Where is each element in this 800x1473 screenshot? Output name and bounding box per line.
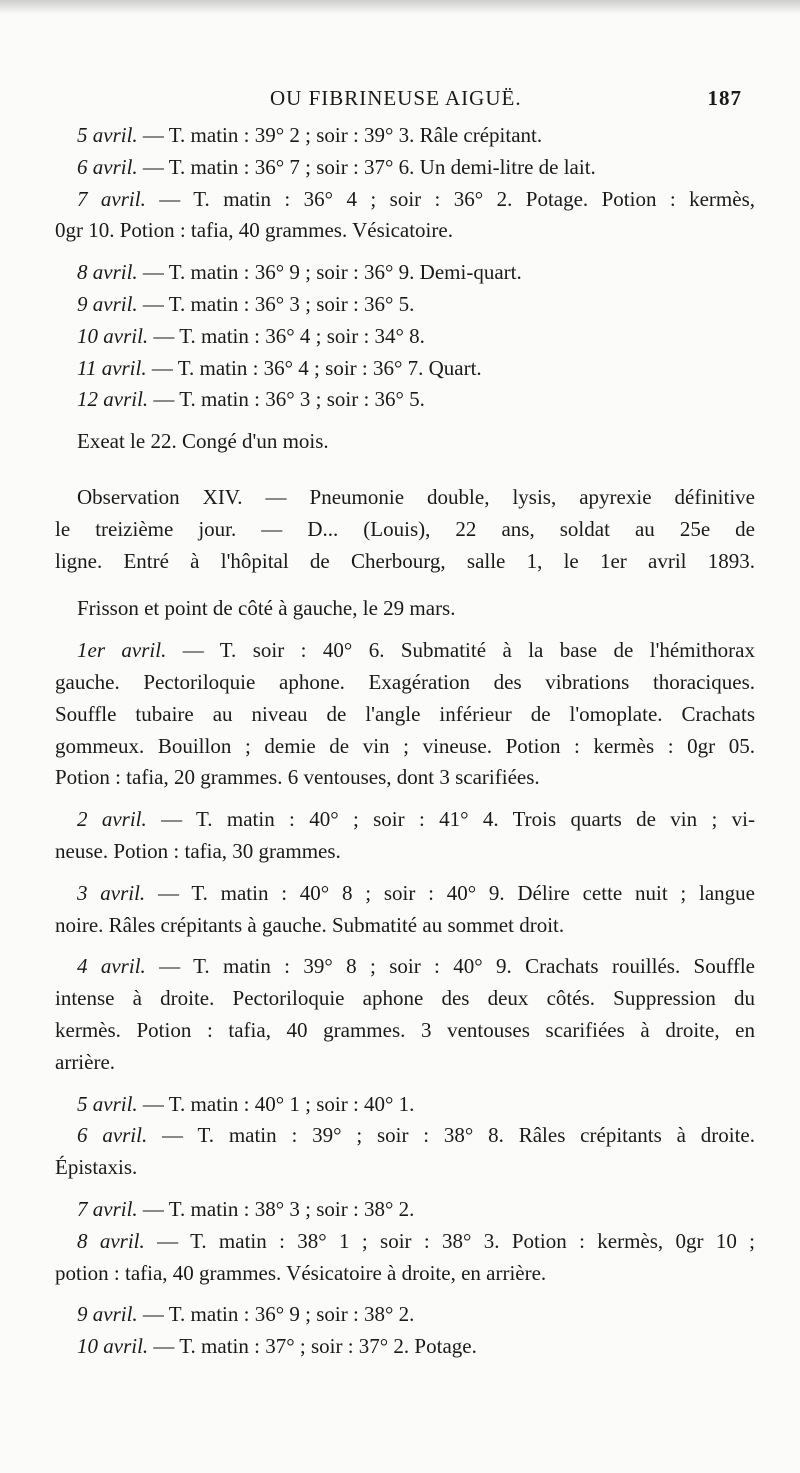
text-line [55, 878, 755, 910]
entry-date: 9 avril. [77, 1302, 138, 1327]
text-line [55, 667, 755, 699]
line-text: potion : tafia, 40 grammes. Vésicatoire à droite, en arrière. [55, 1260, 547, 1285]
line-text: Potion : tafia, 20 grammes. 6 ventouses, dont 3 scarifiées. [55, 765, 540, 790]
entry-date: 5 avril. [77, 123, 138, 147]
text-line [55, 593, 755, 625]
line-text: kermès. Potion : tafia, 40 grammes. 3 ventouses scarifiées à droite, en [55, 1017, 755, 1042]
text-line [55, 699, 755, 731]
line-text: 0gr 10. Potion : tafia, 40 grammes. Vésicatoire. [55, 218, 453, 243]
text-line [55, 1331, 755, 1363]
entry-date: 11 avril. [77, 355, 147, 380]
entry-date: 9 avril. [77, 291, 138, 316]
text-line [55, 1015, 755, 1047]
text-line [55, 635, 755, 667]
line-text: — T. matin : 36° 4 ; soir : 36° 7. Quart. [146, 355, 482, 380]
entry-date: 8 avril. [77, 1228, 145, 1253]
text-line [55, 983, 755, 1015]
text-line [55, 951, 755, 983]
text-line [55, 384, 755, 416]
text-line [55, 353, 755, 385]
entry-date: 6 avril. [77, 154, 138, 179]
entry-date: 6 avril. [77, 1123, 148, 1148]
line-text: — T. matin : 39° ; soir : 38° 8. Râles crépitants à droite. [147, 1123, 755, 1148]
line-text: Souffle tubaire au niveau de l'angle inférieur de l'omoplate. Crachats [55, 701, 755, 726]
observation-heading [55, 482, 755, 514]
entry-date: 2 avril. [77, 807, 147, 832]
text-line [55, 321, 755, 353]
line-text: gommeux. Bouillon ; demie de vin ; vineuse. Potion : kermès : 0gr 05. [55, 733, 755, 758]
line-text: — T. matin : 40° ; soir : 41° 4. Trois quarts de vin ; vi- [146, 807, 755, 832]
line-text: — T. matin : 36° 3 ; soir : 36° 5. [137, 291, 415, 316]
text-line [55, 1047, 755, 1079]
text-line [55, 731, 755, 763]
text-line [55, 1258, 755, 1290]
line-text: noire. Râles crépitants à gauche. Submatité au sommet droit. [55, 912, 565, 937]
line-text: Exeat le 22. Congé d'un mois. [77, 429, 329, 454]
text-line [55, 152, 755, 184]
text-line [55, 910, 755, 942]
text-line [55, 426, 755, 458]
line-text: Frisson et point de côté à gauche, le 29 mars. [77, 596, 456, 621]
entry-date: 8 avril. [77, 260, 138, 285]
line-text: — T. matin : 39° 2 ; soir : 39° 3. Râle crépitant. [137, 123, 543, 147]
text-line [55, 546, 755, 578]
entry-date: 10 avril. [77, 1334, 149, 1359]
line-text: — T. matin : 36° 9 ; soir : 38° 2. [137, 1302, 415, 1327]
text-line [55, 1194, 755, 1226]
text-line [55, 836, 755, 868]
entry-date: 5 avril. [77, 1091, 138, 1116]
line-text: arrière. [55, 1049, 116, 1074]
line-text: ligne. Entré à l'hôpital de Cherbourg, salle 1, le 1er avril 1893. [55, 548, 755, 573]
text-line [55, 1089, 755, 1121]
line-text: — T. matin : 36° 4 ; soir : 34° 8. [148, 323, 425, 348]
line-text: Épistaxis. [55, 1155, 138, 1180]
text-line [55, 289, 755, 321]
text-line [55, 762, 755, 794]
running-head: OU FIBRINEUSE AIGUË. [270, 86, 522, 110]
entry-date: 4 avril. [77, 954, 146, 979]
entry-date: 7 avril. [77, 1196, 138, 1221]
text-line [55, 804, 755, 836]
line-text: le treizième jour. — D... (Louis), 22 ans, soldat au 25e de [55, 516, 755, 541]
line-text: gauche. Pectoriloquie aphone. Exagération des vibrations thoraciques. [55, 669, 755, 694]
line-text: — T. matin : 36° 3 ; soir : 36° 5. [148, 387, 425, 412]
line-text: — T. matin : 39° 8 ; soir : 40° 9. Crachats rouillés. Souffle [145, 954, 755, 979]
text-line [55, 1120, 755, 1152]
entry-date: 3 avril. [77, 880, 146, 905]
line-text: intense à droite. Pectoriloquie aphone des deux côtés. Suppression du [55, 986, 755, 1011]
page-number: 187 [707, 86, 742, 110]
line-text: — T. matin : 36° 7 ; soir : 37° 6. Un demi-litre de lait. [137, 154, 596, 179]
text-line [55, 257, 755, 289]
body-text [55, 120, 755, 1363]
line-text: — T. matin : 37° ; soir : 37° 2. Potage. [148, 1334, 477, 1359]
line-text: — T. matin : 36° 4 ; soir : 36° 2. Potage. Potion : kermès, [145, 186, 755, 211]
line-text: neuse. Potion : tafia, 30 grammes. [55, 838, 341, 863]
entry-date: 10 avril. [77, 323, 149, 348]
text-line [55, 1226, 755, 1258]
line-text: — T. matin : 36° 9 ; soir : 36° 9. Demi-quart. [137, 260, 522, 285]
line-text: — T. soir : 40° 6. Submatité à la base de l'hémithorax [166, 638, 755, 663]
line-text: — T. matin : 40° 8 ; soir : 40° 9. Délire cette nuit ; langue [145, 880, 755, 905]
text-line [55, 514, 755, 546]
text-line [55, 184, 755, 216]
line-text: — T. matin : 40° 1 ; soir : 40° 1. [137, 1091, 415, 1116]
entry-date: 12 avril. [77, 387, 149, 412]
line-text: — T. matin : 38° 1 ; soir : 38° 3. Potion : kermès, 0gr 10 ; [144, 1228, 755, 1253]
entry-date: 7 avril. [77, 186, 146, 211]
text-line [55, 215, 755, 247]
line-text: Observation XIV. — Pneumonie double, lysis, apyrexie définitive [77, 484, 755, 509]
text-line [55, 1299, 755, 1331]
line-text: — T. matin : 38° 3 ; soir : 38° 2. [137, 1196, 415, 1221]
page-header [60, 86, 742, 116]
text-line [55, 1152, 755, 1184]
text-line [55, 120, 755, 152]
entry-date: 1er avril. [77, 638, 167, 663]
